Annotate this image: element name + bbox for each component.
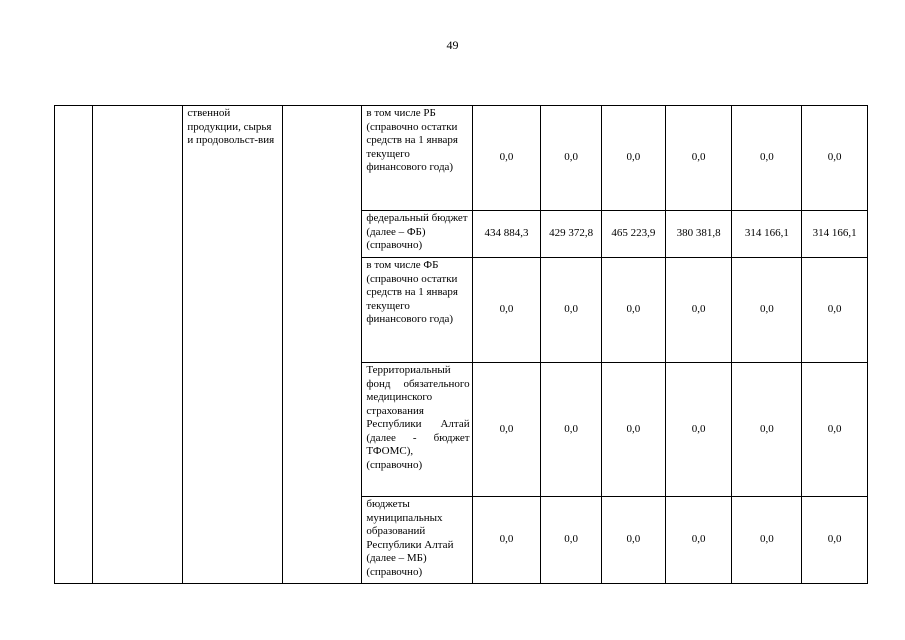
budget-table — [54, 105, 868, 584]
value-cell: 0,0 — [602, 497, 666, 584]
empty-cell-executor — [282, 106, 362, 584]
value-cell: 0,0 — [472, 363, 541, 497]
value-cell: 0,0 — [802, 497, 868, 584]
value-cell: 0,0 — [802, 106, 868, 211]
funding-source-cell: федеральный бюджет (далее – ФБ) (справочно) — [362, 211, 472, 258]
value-cell: 380 381,8 — [665, 211, 732, 258]
funding-source-cell: в том числе РБ (справочно остатки средств на 1 января текущего финансового года) — [362, 106, 472, 211]
value-cell: 0,0 — [602, 106, 666, 211]
value-cell: 0,0 — [802, 258, 868, 363]
funding-source-cell: Территориальный фонд обязательного медицинского страхования Республики Алтай (далее - бюджет ТФОМС), (справочно) — [362, 363, 472, 497]
funding-source-cell: бюджеты муниципальных образований Республики Алтай (далее – МБ) (справочно) — [362, 497, 472, 584]
page-number: 49 — [446, 38, 459, 52]
value-cell: 314 166,1 — [802, 211, 868, 258]
value-cell: 0,0 — [541, 497, 602, 584]
value-cell: 0,0 — [802, 363, 868, 497]
value-cell: 465 223,9 — [602, 211, 666, 258]
value-cell: 0,0 — [602, 363, 666, 497]
value-cell: 0,0 — [602, 258, 666, 363]
table-row — [55, 106, 868, 211]
measure-name-cell: ственной продукции, сырья и продовольст-вия — [183, 106, 282, 584]
value-cell: 0,0 — [541, 363, 602, 497]
empty-cell-code — [93, 106, 183, 584]
value-cell: 0,0 — [732, 497, 802, 584]
value-cell: 0,0 — [541, 106, 602, 211]
value-cell: 0,0 — [472, 258, 541, 363]
value-cell: 0,0 — [665, 106, 732, 211]
value-cell: 0,0 — [472, 106, 541, 211]
value-cell: 434 884,3 — [472, 211, 541, 258]
value-cell: 429 372,8 — [541, 211, 602, 258]
value-cell: 0,0 — [665, 258, 732, 363]
value-cell: 0,0 — [732, 106, 802, 211]
value-cell: 0,0 — [665, 497, 732, 584]
value-cell: 0,0 — [541, 258, 602, 363]
value-cell: 0,0 — [472, 497, 541, 584]
value-cell: 0,0 — [665, 363, 732, 497]
value-cell: 0,0 — [732, 258, 802, 363]
value-cell: 314 166,1 — [732, 211, 802, 258]
value-cell: 0,0 — [732, 363, 802, 497]
empty-cell-index — [55, 106, 93, 584]
funding-source-cell: в том числе ФБ (справочно остатки средств на 1 января текущего финансового года) — [362, 258, 472, 363]
